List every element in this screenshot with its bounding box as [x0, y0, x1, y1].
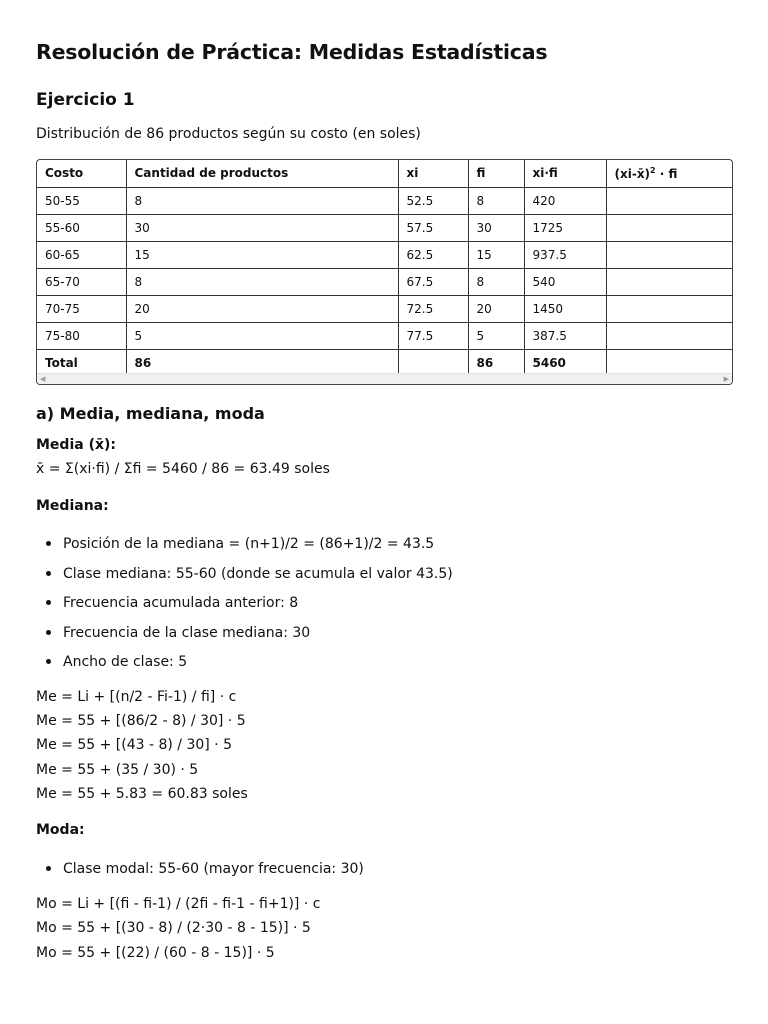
- section-heading-a: a) Media, mediana, moda: [36, 404, 265, 423]
- list-item: Clase modal: 55-60 (mayor frecuencia: 30): [36, 859, 364, 889]
- mediana-formula-line: Me = 55 + [(86/2 - 8) / 30] · 5: [36, 713, 246, 729]
- table-cell: 8: [468, 268, 524, 295]
- mediana-formula-line: Me = 55 + 5.83 = 60.83 soles: [36, 786, 248, 802]
- mediana-formula-line: Me = 55 + (35 / 30) · 5: [36, 762, 199, 778]
- list-item: Frecuencia acumulada anterior: 8: [36, 593, 453, 623]
- table-cell: 50-55: [37, 187, 126, 214]
- table-scroll-container[interactable]: [36, 159, 733, 385]
- table-cell: 15: [126, 241, 398, 268]
- table-cell: 5460: [524, 349, 606, 376]
- moda-formula-line: Mo = 55 + [(22) / (60 - 8 - 15)] · 5: [36, 945, 275, 961]
- chevron-right-icon[interactable]: ▶: [723, 375, 729, 383]
- mediana-bullet-list: [36, 534, 453, 682]
- table-cell: 72.5: [398, 295, 468, 322]
- moda-formula-line: Mo = 55 + [(30 - 8) / (2·30 - 8 - 15)] · 5: [36, 920, 311, 936]
- media-formula: x̄ = Σ(xi·fi) / Σfi = 5460 / 86 = 63.49 soles: [36, 461, 330, 477]
- table-cell: Total: [37, 349, 126, 376]
- table-cell: 420: [524, 187, 606, 214]
- list-item: Frecuencia de la clase mediana: 30: [36, 623, 453, 653]
- table-cell: 1725: [524, 214, 606, 241]
- mediana-formula-line: Me = Li + [(n/2 - Fi-1) / fi] · c: [36, 689, 237, 705]
- table-row: [37, 322, 733, 349]
- table-cell: 20: [126, 295, 398, 322]
- frequency-table: [37, 160, 733, 376]
- exercise-heading: Ejercicio 1: [36, 90, 135, 110]
- media-label: Media (x̄):: [36, 437, 116, 453]
- header-variance-base: (xi-x̄): [614, 166, 651, 181]
- table-cell: 60-65: [37, 241, 126, 268]
- table-cell: [398, 349, 468, 376]
- header-variance-fi: · fi: [655, 166, 678, 181]
- table-cell: 15: [468, 241, 524, 268]
- table-cell: 937.5: [524, 241, 606, 268]
- moda-label: Moda:: [36, 822, 85, 838]
- table-row: [37, 268, 733, 295]
- page-title: Resolución de Práctica: Medidas Estadísticas: [36, 40, 548, 64]
- table-cell: [606, 295, 733, 322]
- mediana-label: Mediana:: [36, 498, 109, 514]
- list-item: Ancho de clase: 5: [36, 652, 453, 682]
- table-cell: 5: [126, 322, 398, 349]
- table-cell: 8: [126, 187, 398, 214]
- intro-text: Distribución de 86 productos según su costo (en soles): [36, 126, 421, 142]
- table-row: [37, 295, 733, 322]
- table-cell: 62.5: [398, 241, 468, 268]
- header-xi: xi: [398, 160, 468, 187]
- table-cell: 30: [468, 214, 524, 241]
- table-cell: 20: [468, 295, 524, 322]
- table-cell: [606, 322, 733, 349]
- header-variance: [606, 160, 733, 187]
- header-variance-exponent: 2: [650, 165, 656, 175]
- table-cell: 540: [524, 268, 606, 295]
- table-cell: 52.5: [398, 187, 468, 214]
- table-cell: [606, 349, 733, 376]
- table-cell: 70-75: [37, 295, 126, 322]
- list-item: Posición de la mediana = (n+1)/2 = (86+1)/2 = 43.5: [36, 534, 453, 564]
- horizontal-scrollbar[interactable]: [37, 373, 732, 384]
- header-costo: Costo: [37, 160, 126, 187]
- moda-formula-line: Mo = Li + [(fi - fi-1) / (2fi - fi-1 - fi+1)] · c: [36, 896, 321, 912]
- table-cell: 387.5: [524, 322, 606, 349]
- table-cell: 86: [468, 349, 524, 376]
- table-cell: [606, 187, 733, 214]
- table-cell: 5: [468, 322, 524, 349]
- table-cell: [606, 241, 733, 268]
- moda-bullet-list: [36, 859, 364, 889]
- chevron-left-icon[interactable]: ◀: [40, 375, 46, 383]
- table-cell: 77.5: [398, 322, 468, 349]
- table-cell: 57.5: [398, 214, 468, 241]
- header-fi: fi: [468, 160, 524, 187]
- table-cell: 8: [468, 187, 524, 214]
- table-header-row: [37, 160, 733, 187]
- table-cell: [606, 214, 733, 241]
- table-cell: 1450: [524, 295, 606, 322]
- table-row: [37, 187, 733, 214]
- table-row: [37, 241, 733, 268]
- table-total-row: [37, 349, 733, 376]
- table-cell: 67.5: [398, 268, 468, 295]
- table-cell: [606, 268, 733, 295]
- list-item: Clase mediana: 55-60 (donde se acumula el valor 43.5): [36, 564, 453, 594]
- mediana-formula-line: Me = 55 + [(43 - 8) / 30] · 5: [36, 737, 232, 753]
- table-cell: 30: [126, 214, 398, 241]
- table-cell: 65-70: [37, 268, 126, 295]
- table-cell: 55-60: [37, 214, 126, 241]
- header-xifi: xi·fi: [524, 160, 606, 187]
- table-cell: 75-80: [37, 322, 126, 349]
- header-cantidad: Cantidad de productos: [126, 160, 398, 187]
- table-cell: 86: [126, 349, 398, 376]
- table-row: [37, 214, 733, 241]
- table-cell: 8: [126, 268, 398, 295]
